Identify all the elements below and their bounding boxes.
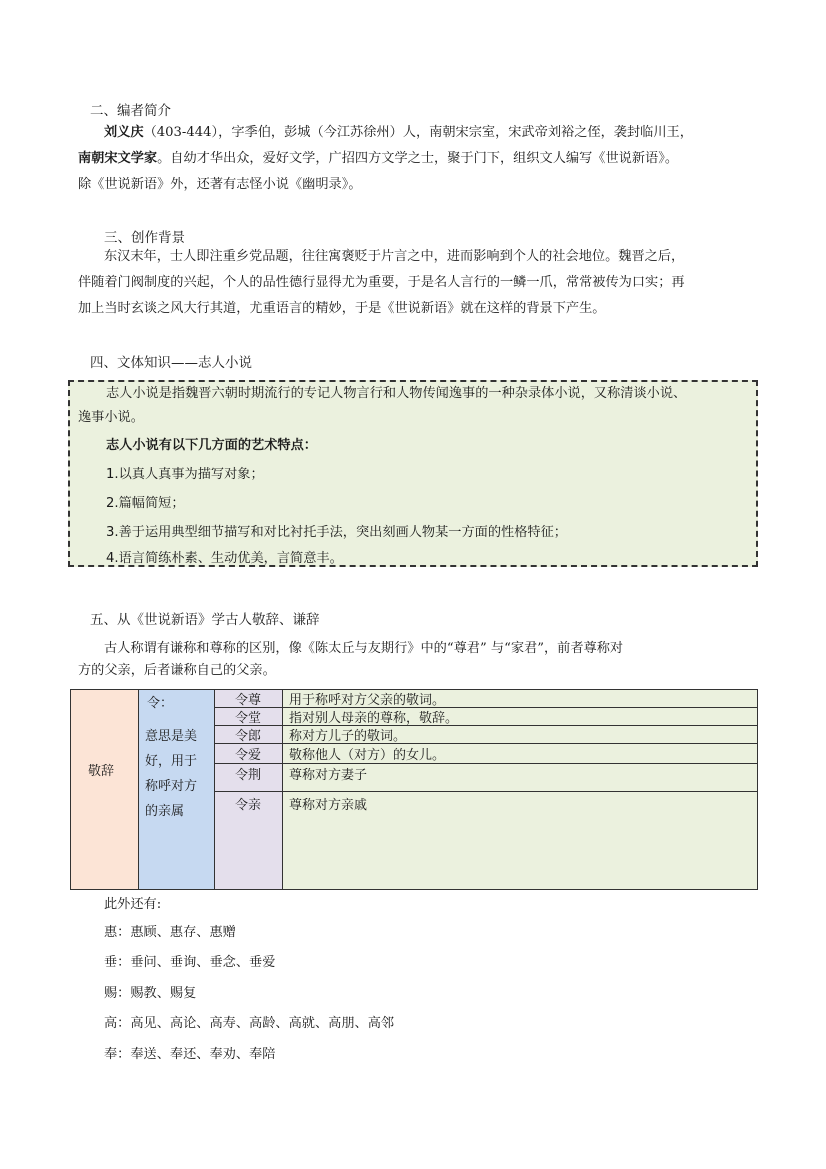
term: 令郎 — [235, 729, 262, 744]
box-subhead: 志人小说有以下几方面的艺术特点： — [106, 438, 317, 453]
definition: 用于称呼对方父亲的敬词。 — [289, 693, 446, 708]
honorifics-table — [70, 689, 758, 890]
definition: 称对方儿子的敬词。 — [289, 729, 407, 744]
term: 令爱 — [235, 748, 262, 763]
box-point-3: 3.善于运用典型细节描写和对比衬托手法，突出刻画人物某一方面的性格特征； — [106, 525, 567, 540]
section5-line2: 方的父亲，后者谦称自己的父亲。 — [78, 663, 276, 678]
table-row — [215, 744, 757, 764]
table-row — [215, 708, 757, 726]
section2-heading: 二、编者简介 — [90, 103, 171, 119]
box-line2: 逸事小说。 — [78, 410, 144, 425]
box-point-2: 2.篇幅简短； — [106, 496, 185, 511]
table-row — [215, 764, 757, 792]
section4-heading: 四、文体知识——志人小说 — [90, 355, 252, 371]
author-title: 南朝宋文学家 — [78, 151, 158, 166]
section3-line2: 伴随着门阀制度的兴起，个人的品性德行显得尤为重要，于是名人言行的一鳞一爪，常常被传为口实；再 — [78, 275, 685, 290]
list-item: 惠：惠顾、惠存、惠赠 — [104, 925, 236, 940]
box-line1: 志人小说是指魏晋六朝时期流行的专记人物言行和人物传闻逸事的一种杂录体小说，又称清谈小说、 — [106, 386, 687, 401]
meaning-text: 意思是美 好，用于 称呼对方 的亲属 — [145, 729, 198, 819]
author-name: 刘义庆 — [104, 125, 144, 140]
meaning-cell — [139, 690, 215, 889]
table-row — [215, 726, 757, 744]
section2-line3: 除《世说新语》外，还著有志怪小说《幽明录》。 — [78, 177, 362, 192]
prefix-label: 令： — [147, 696, 174, 711]
list-item: 高：高见、高论、高寿、高龄、高就、高朋、高邻 — [104, 1016, 395, 1031]
list-item: 赐：赐教、赐复 — [104, 986, 197, 1001]
term: 令尊 — [235, 693, 262, 708]
definition: 尊称对方亲戚 — [289, 798, 368, 813]
box-point-1: 1.以真人真事为描写对象； — [106, 467, 264, 482]
category-label: 敬辞 — [88, 764, 115, 779]
section3-heading: 三、创作背景 — [104, 230, 185, 246]
others-intro: 此外还有: — [104, 897, 162, 912]
section3-line1: 东汉末年，士人即注重乡党品题，往往寓褒贬于片言之中，进而影响到个人的社会地位。魏晋之后， — [104, 249, 685, 264]
section2-line2: 南朝宋文学家。自幼才华出众，爱好文学，广招四方文学之士，聚于门下，组织文人编写《世说新语》。 — [78, 151, 679, 166]
term: 令堂 — [235, 711, 262, 726]
list-item: 奉：奉送、奉还、奉劝、奉陪 — [104, 1047, 276, 1062]
section5-heading: 五、从《世说新语》学古人敬辞、谦辞 — [90, 612, 320, 628]
table-row — [215, 690, 757, 708]
box-point-4: 4.语言简练朴素、生动优美，言简意丰。 — [106, 551, 343, 566]
definition: 尊称对方妻子 — [289, 768, 368, 783]
definition: 敬称他人（对方）的女儿。 — [289, 748, 446, 763]
term: 令亲 — [235, 798, 262, 813]
term: 令荆 — [235, 768, 262, 783]
category-cell — [71, 690, 139, 889]
section2-line1: 刘义庆（403-444），字季伯，彭城（今江苏徐州）人，南朝宋宗室，宋武帝刘裕之侄，袭封临川王， — [104, 125, 693, 140]
section3-line3: 加上当时玄谈之风大行其道，尤重语言的精妙，于是《世说新语》就在这样的背景下产生。 — [78, 301, 606, 316]
genre-knowledge-box — [68, 380, 758, 567]
list-item: 垂：垂问、垂询、垂念、垂爱 — [104, 955, 276, 970]
definition: 指对别人母亲的尊称，敬辞。 — [289, 711, 459, 726]
section5-line1: 古人称谓有谦称和尊称的区别，像《陈太丘与友期行》中的“尊君” 与“家君”，前者尊称对 — [104, 641, 624, 656]
